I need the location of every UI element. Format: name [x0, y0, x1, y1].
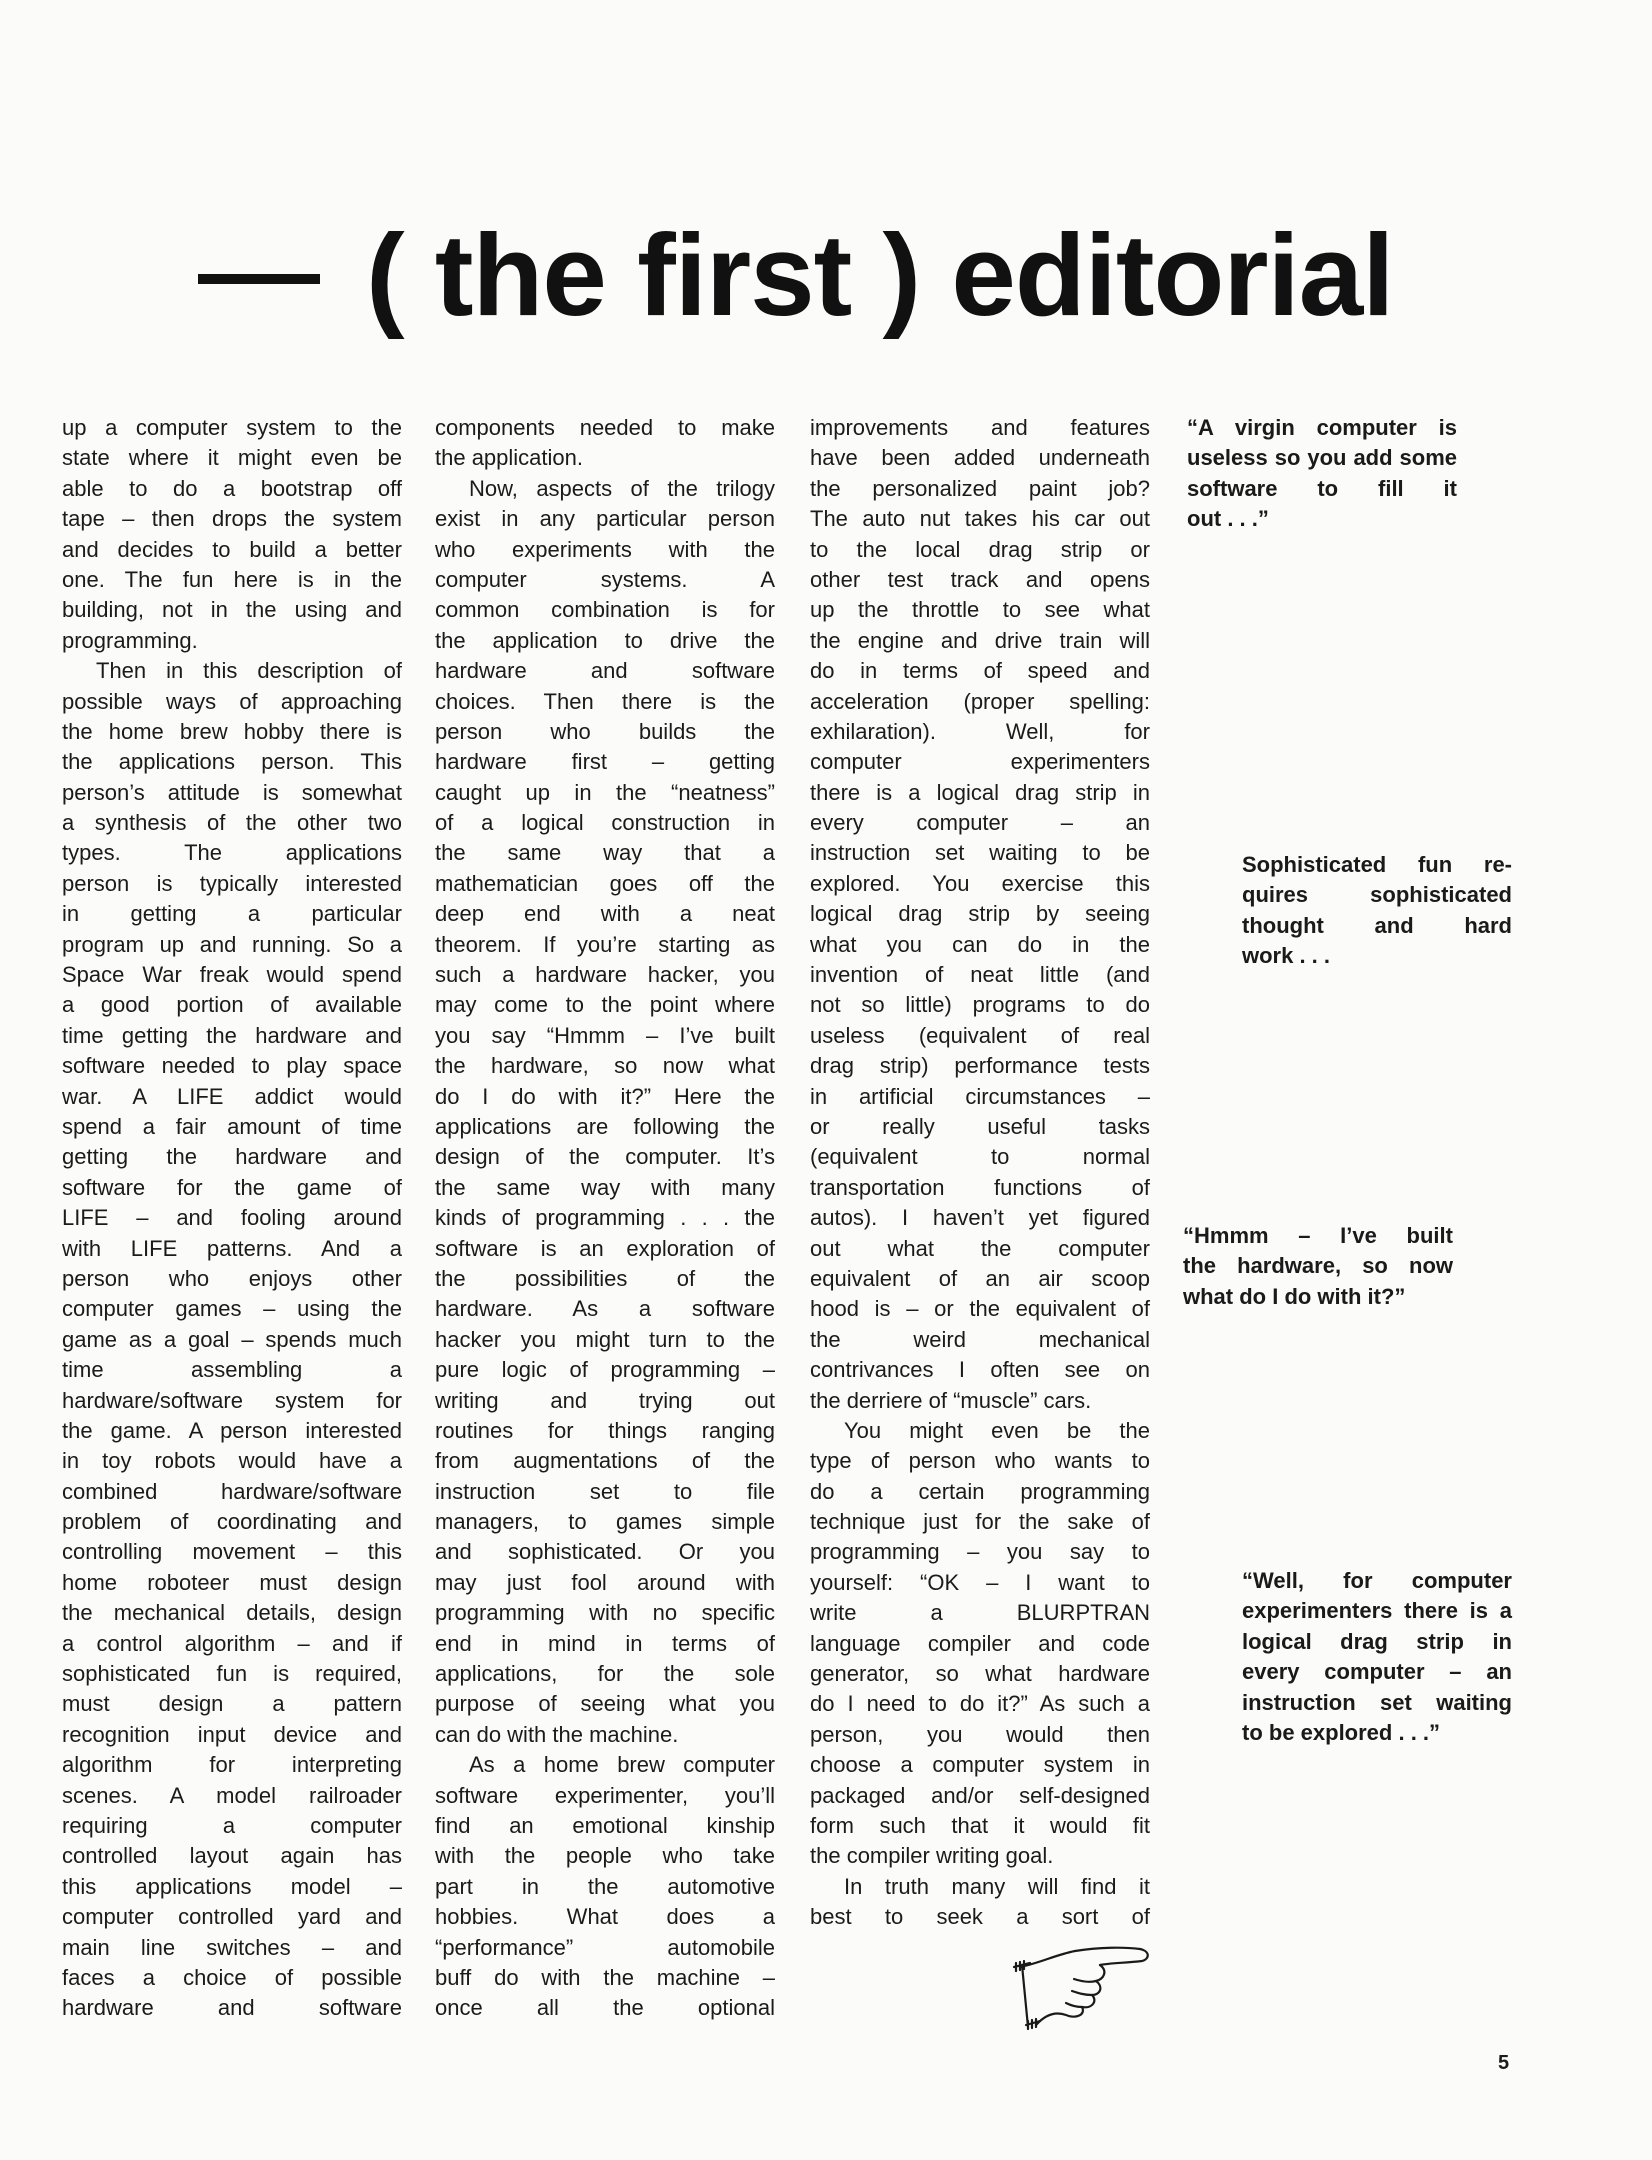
text-line: person’s attitude is somewhat	[62, 779, 402, 805]
text-line: best to seek a sort of	[810, 1904, 1150, 1930]
text-line: computer systems. A	[435, 566, 775, 592]
text-line: programming – you say to	[810, 1539, 1150, 1565]
text-line: up the throttle to see what	[810, 597, 1150, 623]
pull-quote-line: quires sophisticated	[1242, 882, 1512, 908]
text-line: instruction set waiting to be	[810, 840, 1150, 866]
pull-quote-line: the hardware, so now	[1183, 1253, 1453, 1279]
text-line: time getting the hardware and	[62, 1022, 402, 1048]
text-line: programming.	[62, 627, 198, 653]
text-line: managers, to games simple	[435, 1509, 775, 1535]
text-line: the weird mechanical	[810, 1326, 1150, 1352]
text-line: explored. You exercise this	[810, 870, 1150, 896]
page-number: 5	[1498, 2052, 1510, 2074]
text-line: invention of neat little (and	[810, 962, 1150, 988]
text-line: out what the computer	[810, 1235, 1150, 1261]
text-line: form such that it would fit	[810, 1812, 1150, 1838]
text-line: hardware first – getting	[435, 749, 775, 775]
pull-quote-line: what do I do with it?”	[1183, 1283, 1406, 1309]
text-line: controlling movement – this	[62, 1539, 402, 1565]
text-line: components needed to make	[435, 415, 775, 440]
text-line: and sophisticated. Or you	[435, 1539, 775, 1565]
text-line: As a home brew computer	[469, 1752, 775, 1778]
text-line: hardware. As a software	[435, 1296, 775, 1322]
text-line: the home brew hobby there is	[62, 718, 402, 744]
text-line: hardware and software	[62, 1995, 402, 2021]
article-column-2	[435, 413, 775, 2024]
text-line: “performance” automobile	[435, 1934, 775, 1960]
pull-quote-line: every computer – an	[1242, 1659, 1512, 1685]
text-line: and decides to build a better	[62, 536, 402, 562]
title-dash	[198, 274, 320, 284]
text-line: buff do with the machine –	[435, 1964, 775, 1990]
text-line: applications, for the sole	[435, 1661, 775, 1687]
text-line: the game. A person interested	[62, 1417, 402, 1443]
text-line: choices. Then there is the	[435, 688, 775, 714]
text-line: the applications person. This	[62, 749, 402, 775]
text-line: the same way with many	[435, 1174, 775, 1200]
text-line: you say “Hmmm – I’ve built	[435, 1022, 775, 1048]
text-line: person is typically interested	[62, 870, 402, 896]
pull-quote-line: “A virgin computer is	[1187, 415, 1457, 440]
text-line: war. A LIFE addict would	[62, 1083, 402, 1109]
text-line: do a certain programming	[810, 1478, 1150, 1504]
pull-quote-line: work . . .	[1242, 943, 1331, 969]
text-line: tape – then drops the system	[62, 506, 402, 532]
text-line: such a hardware hacker, you	[435, 962, 775, 988]
text-line: must design a pattern	[62, 1691, 402, 1717]
text-line: getting the hardware and	[62, 1144, 402, 1170]
pull-quote-line: out . . .”	[1187, 506, 1269, 532]
text-line: transportation functions of	[810, 1174, 1150, 1200]
pull-quote-line: useless so you add some	[1187, 445, 1457, 471]
text-line: can do with the machine.	[435, 1721, 679, 1747]
text-line: the compiler writing goal.	[810, 1843, 1054, 1869]
text-line: with the people who take	[435, 1843, 775, 1869]
text-line: from augmentations of the	[435, 1448, 775, 1474]
text-line: writing and trying out	[435, 1387, 775, 1413]
pull-quote	[1242, 1566, 1512, 1748]
text-line: find an emotional kinship	[435, 1812, 775, 1838]
text-line: faces a choice of possible	[62, 1964, 402, 1990]
text-line: hobbies. What does a	[435, 1904, 775, 1930]
text-line: home roboteer must design	[62, 1569, 402, 1595]
text-line: program up and running. So a	[62, 931, 402, 957]
text-line: or really useful tasks	[810, 1113, 1150, 1139]
pull-quote-line: “Well, for computer	[1242, 1568, 1512, 1593]
text-line: hardware/software system for	[62, 1387, 402, 1413]
text-line: the personalized paint job?	[810, 475, 1150, 501]
text-line: able to do a bootstrap off	[62, 475, 402, 501]
text-line: sophisticated fun is required,	[62, 1661, 402, 1687]
pull-quote-line: software to fill it	[1187, 475, 1457, 501]
text-line: with LIFE patterns. And a	[62, 1235, 402, 1261]
text-line: software is an exploration of	[435, 1235, 775, 1261]
text-line: a synthesis of the other two	[62, 810, 402, 836]
text-line: pure logic of programming –	[435, 1357, 775, 1383]
text-line: exhilaration). Well, for	[810, 718, 1150, 744]
text-line: to the local drag strip or	[810, 536, 1150, 562]
title-text: ( the first ) editorial	[366, 210, 1394, 340]
pull-quote-line: instruction set waiting	[1242, 1689, 1512, 1715]
text-line: mathematician goes off the	[435, 870, 775, 896]
text-line: the application to drive the	[435, 627, 775, 653]
text-line: there is a logical drag strip in	[810, 779, 1150, 805]
text-line: in artificial circumstances –	[810, 1083, 1150, 1109]
text-line: the possibilities of the	[435, 1265, 775, 1291]
text-line: the application.	[435, 445, 583, 471]
text-line: who experiments with the	[435, 536, 775, 562]
text-line: types. The applications	[62, 840, 402, 866]
text-line: contrivances I often see on	[810, 1357, 1150, 1383]
text-line: algorithm for interpreting	[62, 1752, 402, 1778]
text-line: acceleration (proper spelling:	[810, 688, 1150, 714]
text-line: In truth many will find it	[844, 1873, 1150, 1899]
text-line: Then in this description of	[96, 658, 402, 684]
text-line: computer games – using the	[62, 1296, 402, 1322]
text-line: person who enjoys other	[62, 1265, 402, 1291]
text-line: may come to the point where	[435, 992, 775, 1018]
page-title	[198, 205, 1394, 345]
text-line: You might even be the	[844, 1417, 1150, 1443]
text-line: spend a fair amount of time	[62, 1113, 402, 1139]
text-line: deep end with a neat	[435, 901, 775, 927]
text-line: may just fool around with	[435, 1569, 775, 1595]
text-line: hardware and software	[435, 658, 775, 684]
text-line: yourself: “OK – I want to	[810, 1569, 1150, 1595]
text-line: Space War freak would spend	[62, 962, 402, 988]
text-line: part in the automotive	[435, 1873, 775, 1899]
text-line: software for the game of	[62, 1174, 402, 1200]
text-line: choose a computer system in	[810, 1752, 1150, 1778]
text-line: logical drag strip by seeing	[810, 901, 1150, 927]
text-line: recognition input device and	[62, 1721, 402, 1747]
text-line: time assembling a	[62, 1357, 402, 1383]
text-line: software needed to play space	[62, 1053, 402, 1079]
text-line: problem of coordinating and	[62, 1509, 402, 1535]
text-line: applications are following the	[435, 1113, 775, 1139]
text-line: up a computer system to the	[62, 415, 402, 440]
text-line: a good portion of available	[62, 992, 402, 1018]
text-line: LIFE – and fooling around	[62, 1205, 402, 1231]
text-line: do I need to do it?” As such a	[810, 1691, 1150, 1717]
text-line: Now, aspects of the trilogy	[469, 475, 775, 501]
text-line: autos). I haven’t yet figured	[810, 1205, 1150, 1231]
text-line: one. The fun here is in the	[62, 566, 402, 592]
pull-quote-line: thought and hard	[1242, 912, 1512, 938]
text-line: language compiler and code	[810, 1630, 1150, 1656]
text-line: end in mind in terms of	[435, 1630, 775, 1656]
text-line: what you can do in the	[810, 931, 1150, 957]
text-line: type of person who wants to	[810, 1448, 1150, 1474]
pull-quote-line: experimenters there is a	[1242, 1598, 1512, 1624]
text-line: the same way that a	[435, 840, 775, 866]
text-line: do in terms of speed and	[810, 658, 1150, 684]
text-line: do I do with it?” Here the	[435, 1083, 775, 1109]
text-line: packaged and/or self-designed	[810, 1782, 1150, 1808]
text-line: common combination is for	[435, 597, 775, 623]
text-line: once all the optional	[435, 1995, 775, 2021]
text-line: caught up in the “neatness”	[435, 779, 775, 805]
text-line: not so little) programs to do	[810, 992, 1150, 1018]
text-line: other test track and opens	[810, 566, 1150, 592]
text-line: a control algorithm – and if	[62, 1630, 402, 1656]
text-line: useless (equivalent of real	[810, 1022, 1150, 1048]
text-line: generator, so what hardware	[810, 1661, 1150, 1687]
text-line: technique just for the sake of	[810, 1509, 1150, 1535]
text-line: the engine and drive train will	[810, 627, 1150, 653]
text-line: have been added underneath	[810, 445, 1150, 471]
text-line: person, you would then	[810, 1721, 1150, 1747]
text-line: programming with no specific	[435, 1600, 775, 1626]
text-line: kinds of programming . . . the	[435, 1205, 775, 1231]
text-line: possible ways of approaching	[62, 688, 402, 714]
text-line: theorem. If you’re starting as	[435, 931, 775, 957]
text-line: routines for things ranging	[435, 1417, 775, 1443]
text-line: hacker you might turn to the	[435, 1326, 775, 1352]
pull-quote-line: “Hmmm – I’ve built	[1183, 1223, 1453, 1248]
text-line: scenes. A model railroader	[62, 1782, 402, 1808]
pointing-hand-icon	[1000, 1945, 1155, 2035]
text-line: the derriere of “muscle” cars.	[810, 1387, 1092, 1413]
text-line: main line switches – and	[62, 1934, 402, 1960]
text-line: computer controlled yard and	[62, 1904, 402, 1930]
pull-quote	[1187, 413, 1457, 535]
text-line: requiring a computer	[62, 1812, 402, 1838]
text-line: instruction set to file	[435, 1478, 775, 1504]
text-line: controlled layout again has	[62, 1843, 402, 1869]
text-line: in getting a particular	[62, 901, 402, 927]
text-line: game as a goal – spends much	[62, 1326, 402, 1352]
text-line: the hardware, so now what	[435, 1053, 775, 1079]
text-line: software experimenter, you’ll	[435, 1782, 775, 1808]
text-line: drag strip) performance tests	[810, 1053, 1150, 1079]
article-column-3	[810, 413, 1150, 1933]
text-line: in toy robots would have a	[62, 1448, 402, 1474]
text-line: person who builds the	[435, 718, 775, 744]
text-line: building, not in the using and	[62, 597, 402, 623]
text-line: purpose of seeing what you	[435, 1691, 775, 1717]
text-line: this applications model –	[62, 1873, 402, 1899]
text-line: write a BLURPTRAN	[810, 1600, 1150, 1626]
pull-quote	[1242, 850, 1512, 972]
pull-quote	[1183, 1221, 1453, 1312]
text-line: state where it might even be	[62, 445, 402, 471]
text-line: The auto nut takes his car out	[810, 506, 1150, 532]
text-line: hood is – or the equivalent of	[810, 1296, 1150, 1322]
text-line: of a logical construction in	[435, 810, 775, 836]
text-line: the mechanical details, design	[62, 1600, 402, 1626]
pull-quote-line: Sophisticated fun re-	[1242, 852, 1512, 877]
text-line: design of the computer. It’s	[435, 1144, 775, 1170]
text-line: every computer – an	[810, 810, 1150, 836]
pull-quote-line: logical drag strip in	[1242, 1628, 1512, 1654]
text-line: (equivalent to normal	[810, 1144, 1150, 1170]
text-line: improvements and features	[810, 415, 1150, 440]
text-line: combined hardware/software	[62, 1478, 402, 1504]
text-line: computer experimenters	[810, 749, 1150, 775]
pull-quote-line: to be explored . . .”	[1242, 1719, 1441, 1745]
text-line: equivalent of an air scoop	[810, 1265, 1150, 1291]
article-column-1	[62, 413, 402, 2024]
text-line: exist in any particular person	[435, 506, 775, 532]
